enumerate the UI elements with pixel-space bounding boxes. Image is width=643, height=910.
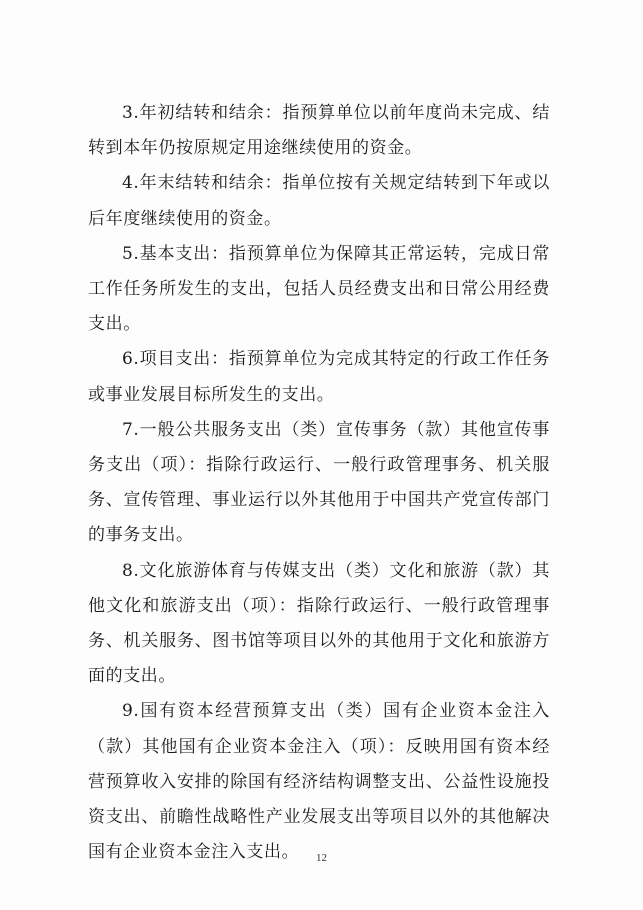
paragraph-project-expenditure: 6.项目支出：指预算单位为完成其特定的行政工作任务或事业发展目标所发生的支出。 (88, 349, 550, 405)
paragraph-year-start-carryover: 3.年初结转和结余：指预算单位以前年度尚未完成、结转到本年仍按原规定用途继续使用的资金。 (88, 103, 550, 159)
document-body (88, 96, 550, 870)
paragraph-state-capital-expenditure: 9.国有资本经营预算支出（类）国有企业资本金注入（款）其他国有企业资本金注入（项）：反映用国有资本经营预算收入安排的除国有经济结构调整支出、公益性设施投资支出、前瞻性战略性产业发展支出等项目以外的其他解决国有企业资本金注入支出。 (88, 701, 550, 863)
paragraph-public-service-expenditure: 7.一般公共服务支出（类）宣传事务（款）其他宣传事务支出（项）：指除行政运行、一般行政管理事务、机关服务、宣传管理、事业运行以外其他用于中国共产党宣传部门的事务支出。 (88, 419, 550, 546)
paragraph-year-end-carryover: 4.年末结转和结余：指单位按有关规定结转到下年或以后年度继续使用的资金。 (88, 173, 550, 229)
paragraph-culture-tourism-expenditure: 8.文化旅游体育与传媒支出（类）文化和旅游（款）其他文化和旅游支出（项）：指除行政运行、一般行政管理事务、机关服务、图书馆等项目以外的其他用于文化和旅游方面的支出。 (88, 560, 550, 687)
page-number: 12 (316, 852, 327, 864)
paragraph-basic-expenditure: 5.基本支出：指预算单位为保障其正常运转，完成日常工作任务所发生的支出，包括人员经费支出和日常公用经费支出。 (88, 243, 550, 335)
